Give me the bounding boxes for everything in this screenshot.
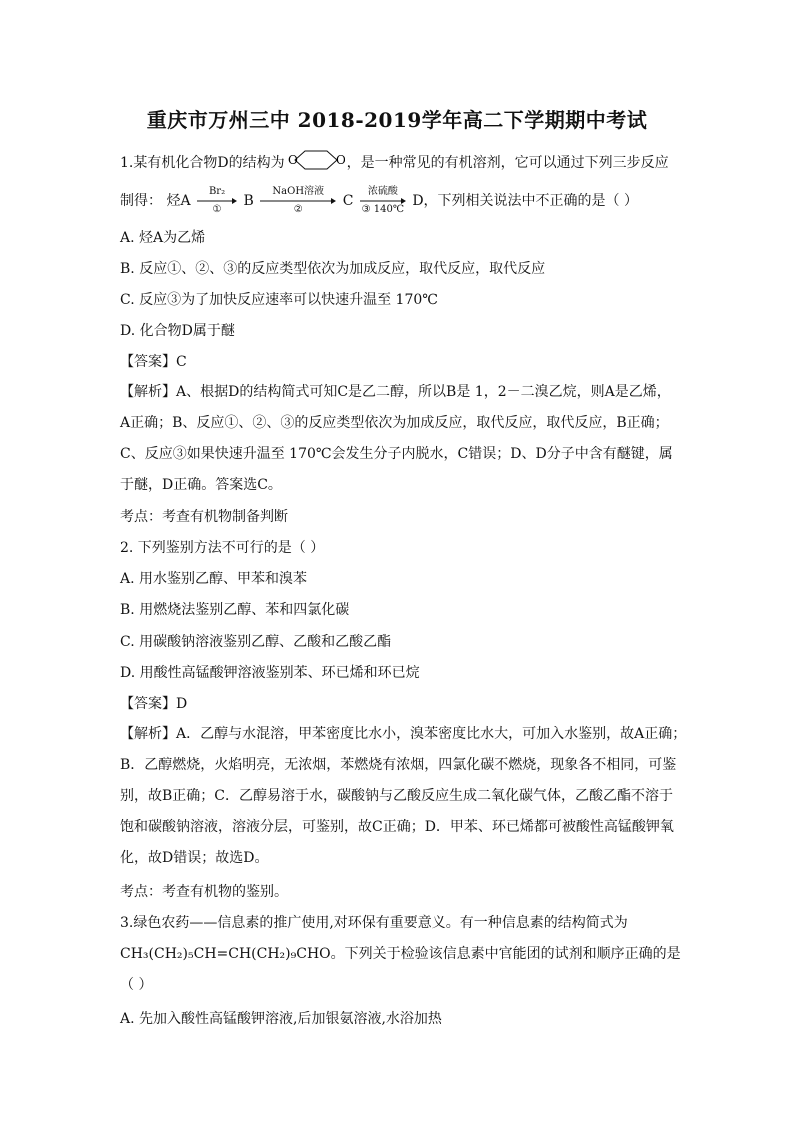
q2-kaodian: 考点：考查有机物的鉴别。: [120, 884, 288, 900]
q1-option-a: A. 烃A为乙烯: [120, 230, 206, 246]
arrow2-reagent: NaOH溶液: [272, 186, 325, 197]
reactant-b: B: [243, 193, 254, 209]
q2-analysis: [120, 719, 687, 874]
q2-stem: 2. 下列鉴别方法不可行的是（ ）: [120, 540, 325, 556]
arrow1-step: ①: [212, 204, 222, 215]
q1-option-d: D. 化合物D属于醚: [120, 323, 235, 339]
q2-option-b: B. 用燃烧法鉴别乙醇、苯和四氯化碳: [120, 602, 350, 618]
q3-stem-line2: CH₃(CH₂)₅CH=CH(CH₂)₉CHO。下列关于检验该信息素中官能团的试剂和顺序正确的是: [120, 946, 681, 962]
q1-prep-label: 制得：: [120, 193, 162, 209]
arrow3-conditions: ③ 140℃: [361, 204, 405, 215]
reaction-arrow-3: [360, 186, 406, 216]
analysis-line: B．乙醇燃烧，火焰明亮，无浓烟，苯燃烧有浓烟，四氯化碳不燃烧，现象各不相同，可鉴: [120, 757, 677, 773]
q1-option-b: B. 反应①、②、③的反应类型依次为加成反应，取代反应，取代反应: [120, 261, 546, 277]
q1-kaodian: 考点：考查有机物制备判断: [120, 509, 288, 525]
reaction-arrow-1: [197, 186, 237, 216]
arrow3-reagent: 浓硫酸: [367, 186, 398, 197]
q1-reaction-line: [120, 186, 638, 216]
q1-stem-b: ，是一种常见的有机溶剂，它可以通过下列三步反应: [346, 155, 669, 171]
arrow2-step: ②: [293, 204, 303, 215]
analysis-line: 于醚，D正确。答案选C。: [120, 477, 282, 493]
q1-stem-c: ，下列相关说法中不正确的是（ ）: [423, 193, 638, 209]
svg-text:O: O: [287, 153, 298, 167]
product-d: D: [412, 193, 424, 209]
q3-option-a: A. 先加入酸性高锰酸钾溶液,后加银氨溶液,水浴加热: [120, 1011, 442, 1027]
q2-answer: 【答案】D: [120, 696, 188, 712]
q2-option-a: A. 用水鉴别乙醇、甲苯和溴苯: [120, 571, 308, 587]
q3-stem-line1: 3.绿色农药——信息素的推广使用,对环保有重要意义。有一种信息素的结构简式为: [120, 915, 628, 931]
analysis-line: A正确；B、反应①、②、③的反应类型依次为加成反应，取代反应，取代反应，B正确；: [120, 415, 669, 431]
analysis-line: 化，故D错误；故选D。: [120, 850, 269, 866]
q2-option-d: D. 用酸性高锰酸钾溶液鉴别苯、环已烯和环已烷: [120, 665, 420, 681]
reactant-a: 烃A: [166, 193, 191, 209]
q1-option-c: C. 反应③为了加快反应速率可以快速升温至 170℃: [120, 292, 438, 308]
q3-stem-line3: （ ）: [120, 977, 153, 993]
arrow1-reagent: Br₂: [208, 186, 226, 197]
dioxane-structure-icon: [287, 149, 345, 177]
svg-text:O: O: [335, 153, 345, 167]
reactant-c: C: [342, 193, 354, 209]
analysis-line: 【解析】A、根据D的结构简式可知C是乙二醇，所以B是 1，2－二溴乙烷，则A是乙烯，: [120, 384, 671, 400]
analysis-line: 别，故B正确；C．乙醇易溶于水，碳酸钠与乙酸反应生成二氧化碳气体，乙酸乙酯不溶于: [120, 788, 673, 804]
q1-answer: 【答案】C: [120, 354, 187, 370]
analysis-line: 【解析】A．乙醇与水混溶，甲苯密度比水小，溴苯密度比水大，可加入水鉴别，故A正确；: [120, 726, 687, 742]
q1-stem-a: 1.某有机化合物D的结构为: [120, 155, 285, 171]
analysis-line: 饱和碳酸钠溶液，溶液分层，可鉴别，故C正确；D．甲苯、环已烯都可被酸性高锰酸钾氧: [120, 819, 674, 835]
reaction-arrow-2: [260, 186, 336, 216]
q1-stem-line1: [120, 149, 669, 177]
page-title: 重庆市万州三中 2018-2019学年高二下学期期中考试: [146, 108, 648, 132]
q2-option-c: C. 用碳酸钠溶液鉴别乙醇、乙酸和乙酸乙酯: [120, 634, 392, 650]
q1-analysis: [120, 377, 672, 501]
analysis-line: C、反应③如果快速升温至 170℃会发生分子内脱水，C错误；D、D分子中含有醚键，属: [120, 446, 673, 462]
